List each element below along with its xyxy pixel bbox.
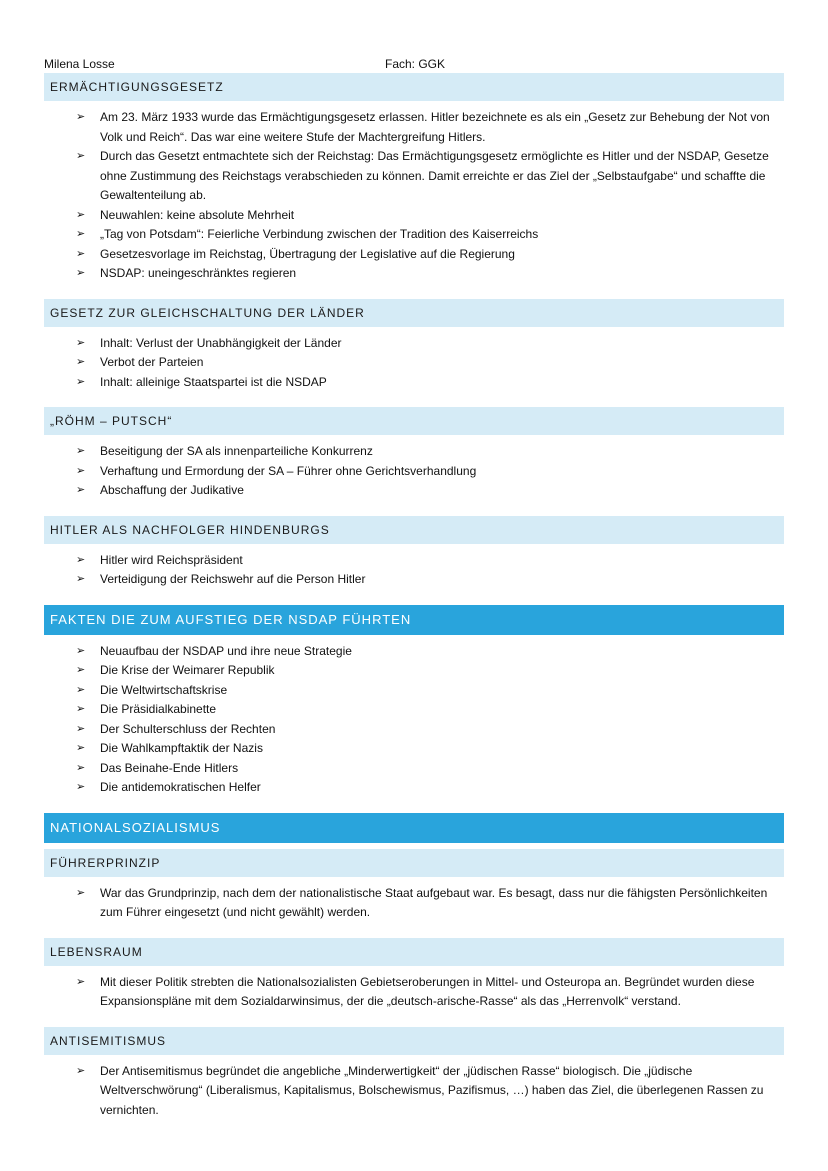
arrow-bullet-icon: ➢ (76, 742, 86, 754)
list-item (44, 206, 784, 226)
list-item (44, 778, 784, 798)
list-item (44, 1062, 784, 1121)
list-item-text: Verteidigung der Reichswehr auf die Person Hitler (100, 572, 366, 586)
arrow-bullet-icon: ➢ (76, 356, 86, 368)
arrow-bullet-icon: ➢ (76, 781, 86, 793)
list-item (44, 642, 784, 662)
arrow-bullet-icon: ➢ (76, 150, 86, 162)
bullet-list (44, 966, 784, 1012)
arrow-bullet-icon: ➢ (76, 247, 86, 260)
section-heading: HITLER ALS NACHFOLGER HINDENBURGS (44, 516, 784, 544)
document-header (44, 57, 784, 73)
arrow-bullet-icon: ➢ (76, 1064, 86, 1077)
list-item (44, 551, 784, 571)
list-item (44, 570, 784, 590)
list-item (44, 739, 784, 759)
section-heading: NATIONALSOZIALISMUS (44, 813, 784, 843)
list-item (44, 700, 784, 720)
list-item-text: Abschaffung der Judikative (100, 483, 244, 497)
list-item (44, 353, 784, 373)
list-item-text: Mit dieser Politik strebten die Nationalsozialisten Gebietseroberungen in Mittel- und Osteuropa an. Begründet wurden diese Expansionspläne mit dem Sozialdarwinsimus, der die „deutsch-arische-Rasse“ als das „Herrenvolk“ verstand. (100, 974, 755, 1008)
arrow-bullet-icon: ➢ (76, 464, 86, 477)
list-item-text: Inhalt: Verlust der Unabhängigkeit der Länder (100, 335, 342, 350)
bullet-list (44, 435, 784, 501)
list-item-text: Die Krise der Weimarer Republik (100, 663, 275, 677)
list-item-text: Am 23. März 1933 wurde das Ermächtigungsgesetz erlassen. Hitler bezeichnete es als ein „Gesetz zur Behebung der Not von Volk und Reich“. Das war eine weitere Stufe der Machtergreifung Hitlers. (100, 110, 770, 144)
list-item (44, 108, 784, 147)
arrow-bullet-icon: ➢ (76, 975, 86, 988)
section-heading: LEBENSRAUM (44, 938, 784, 966)
arrow-bullet-icon: ➢ (76, 228, 86, 240)
list-item (44, 681, 784, 701)
section-heading: ERMÄCHTIGUNGSGESETZ (44, 73, 784, 101)
list-item (44, 884, 784, 923)
arrow-bullet-icon: ➢ (76, 375, 86, 388)
list-item-text: Das Beinahe-Ende Hitlers (100, 760, 239, 775)
list-item-text: Beseitigung der SA als innenparteiliche Konkurrenz (100, 444, 373, 458)
arrow-bullet-icon: ➢ (76, 722, 86, 735)
list-item-text: Verbot der Parteien (100, 355, 204, 369)
arrow-bullet-icon: ➢ (76, 573, 86, 585)
list-item (44, 481, 784, 501)
list-item-text: Der Schulterschluss der Rechten (100, 721, 276, 736)
arrow-bullet-icon: ➢ (76, 886, 86, 899)
arrow-bullet-icon: ➢ (76, 267, 86, 279)
list-item (44, 225, 784, 245)
list-item (44, 720, 784, 740)
section-heading: „RÖHM – PUTSCH“ (44, 407, 784, 435)
bullet-list (44, 544, 784, 590)
arrow-bullet-icon: ➢ (76, 664, 86, 676)
arrow-bullet-icon: ➢ (76, 484, 86, 496)
author-name: Milena Losse (44, 57, 115, 71)
list-item-text: Inhalt: alleinige Staatspartei ist die NSDAP (100, 374, 327, 389)
list-item-text: Die Weltwirtschaftskrise (100, 682, 228, 697)
arrow-bullet-icon: ➢ (76, 703, 86, 715)
list-item (44, 245, 784, 265)
list-item (44, 147, 784, 206)
bullet-list (44, 1055, 784, 1121)
list-item (44, 264, 784, 284)
list-item-text: Die Wahlkampftaktik der Nazis (100, 741, 263, 755)
list-item-text: Neuaufbau der NSDAP und ihre neue Strategie (100, 643, 352, 658)
list-item-text: Der Antisemitismus begründet die angebliche „Minderwertigkeit“ der „jüdischen Rasse“ biologisch. Die „jüdische Weltverschwörung“ (Liberalismus, Kapitalismus, Bolschewismus, Pazifismus, …) haben das Ziel, die überlegenen Rassen zu vernichten. (100, 1063, 764, 1117)
bullet-list (44, 635, 784, 798)
arrow-bullet-icon: ➢ (76, 644, 86, 657)
list-item (44, 661, 784, 681)
list-item-text: Neuwahlen: keine absolute Mehrheit (100, 207, 295, 222)
list-item-text: Hitler wird Reichspräsident (100, 552, 243, 567)
arrow-bullet-icon: ➢ (76, 208, 86, 221)
section-heading: FÜHRERPRINZIP (44, 849, 784, 877)
section-heading: ANTISEMITISMUS (44, 1027, 784, 1055)
arrow-bullet-icon: ➢ (76, 111, 86, 123)
arrow-bullet-icon: ➢ (76, 761, 86, 774)
list-item (44, 442, 784, 462)
section-heading: FAKTEN DIE ZUM AUFSTIEG DER NSDAP FÜHRTEN (44, 605, 784, 635)
list-item-text: Durch das Gesetzt entmachtete sich der Reichstag: Das Ermächtigungsgesetz ermöglichte es Hitler und der NSDAP, Gesetze ohne Zustimmung des Reichstags verabschieden zu können. Damit erreichte er das Ziel der „Selbstaufgabe“ und schaffte die Gewaltenteilung ab. (100, 149, 769, 202)
list-item (44, 973, 784, 1012)
list-item-text: Die Präsidialkabinette (100, 702, 217, 716)
list-item (44, 759, 784, 779)
arrow-bullet-icon: ➢ (76, 336, 86, 349)
section-heading: GESETZ ZUR GLEICHSCHALTUNG DER LÄNDER (44, 299, 784, 327)
document-content (44, 57, 784, 1135)
list-item-text: Gesetzesvorlage im Reichstag, Übertragung der Legislative auf die Regierung (100, 246, 515, 261)
subject-label: Fach: GGK (385, 57, 446, 71)
bullet-list (44, 877, 784, 923)
list-item (44, 334, 784, 354)
list-item-text: Die antidemokratischen Helfer (100, 780, 261, 794)
bullet-list (44, 101, 784, 284)
list-item-text: NSDAP: uneingeschränktes regieren (100, 266, 297, 280)
arrow-bullet-icon: ➢ (76, 683, 86, 696)
arrow-bullet-icon: ➢ (76, 553, 86, 566)
list-item (44, 462, 784, 482)
list-item-text: War das Grundprinzip, nach dem der nationalistische Staat aufgebaut war. Es besagt, dass nur die fähigsten Persönlichkeiten zum Führer eingesetzt (und nicht gewählt) werden. (100, 885, 768, 919)
arrow-bullet-icon: ➢ (76, 445, 86, 457)
bullet-list (44, 327, 784, 393)
list-item (44, 373, 784, 393)
list-item-text: „Tag von Potsdam“: Feierliche Verbindung zwischen der Tradition des Kaiserreichs (100, 227, 539, 241)
list-item-text: Verhaftung und Ermordung der SA – Führer ohne Gerichtsverhandlung (100, 463, 477, 478)
